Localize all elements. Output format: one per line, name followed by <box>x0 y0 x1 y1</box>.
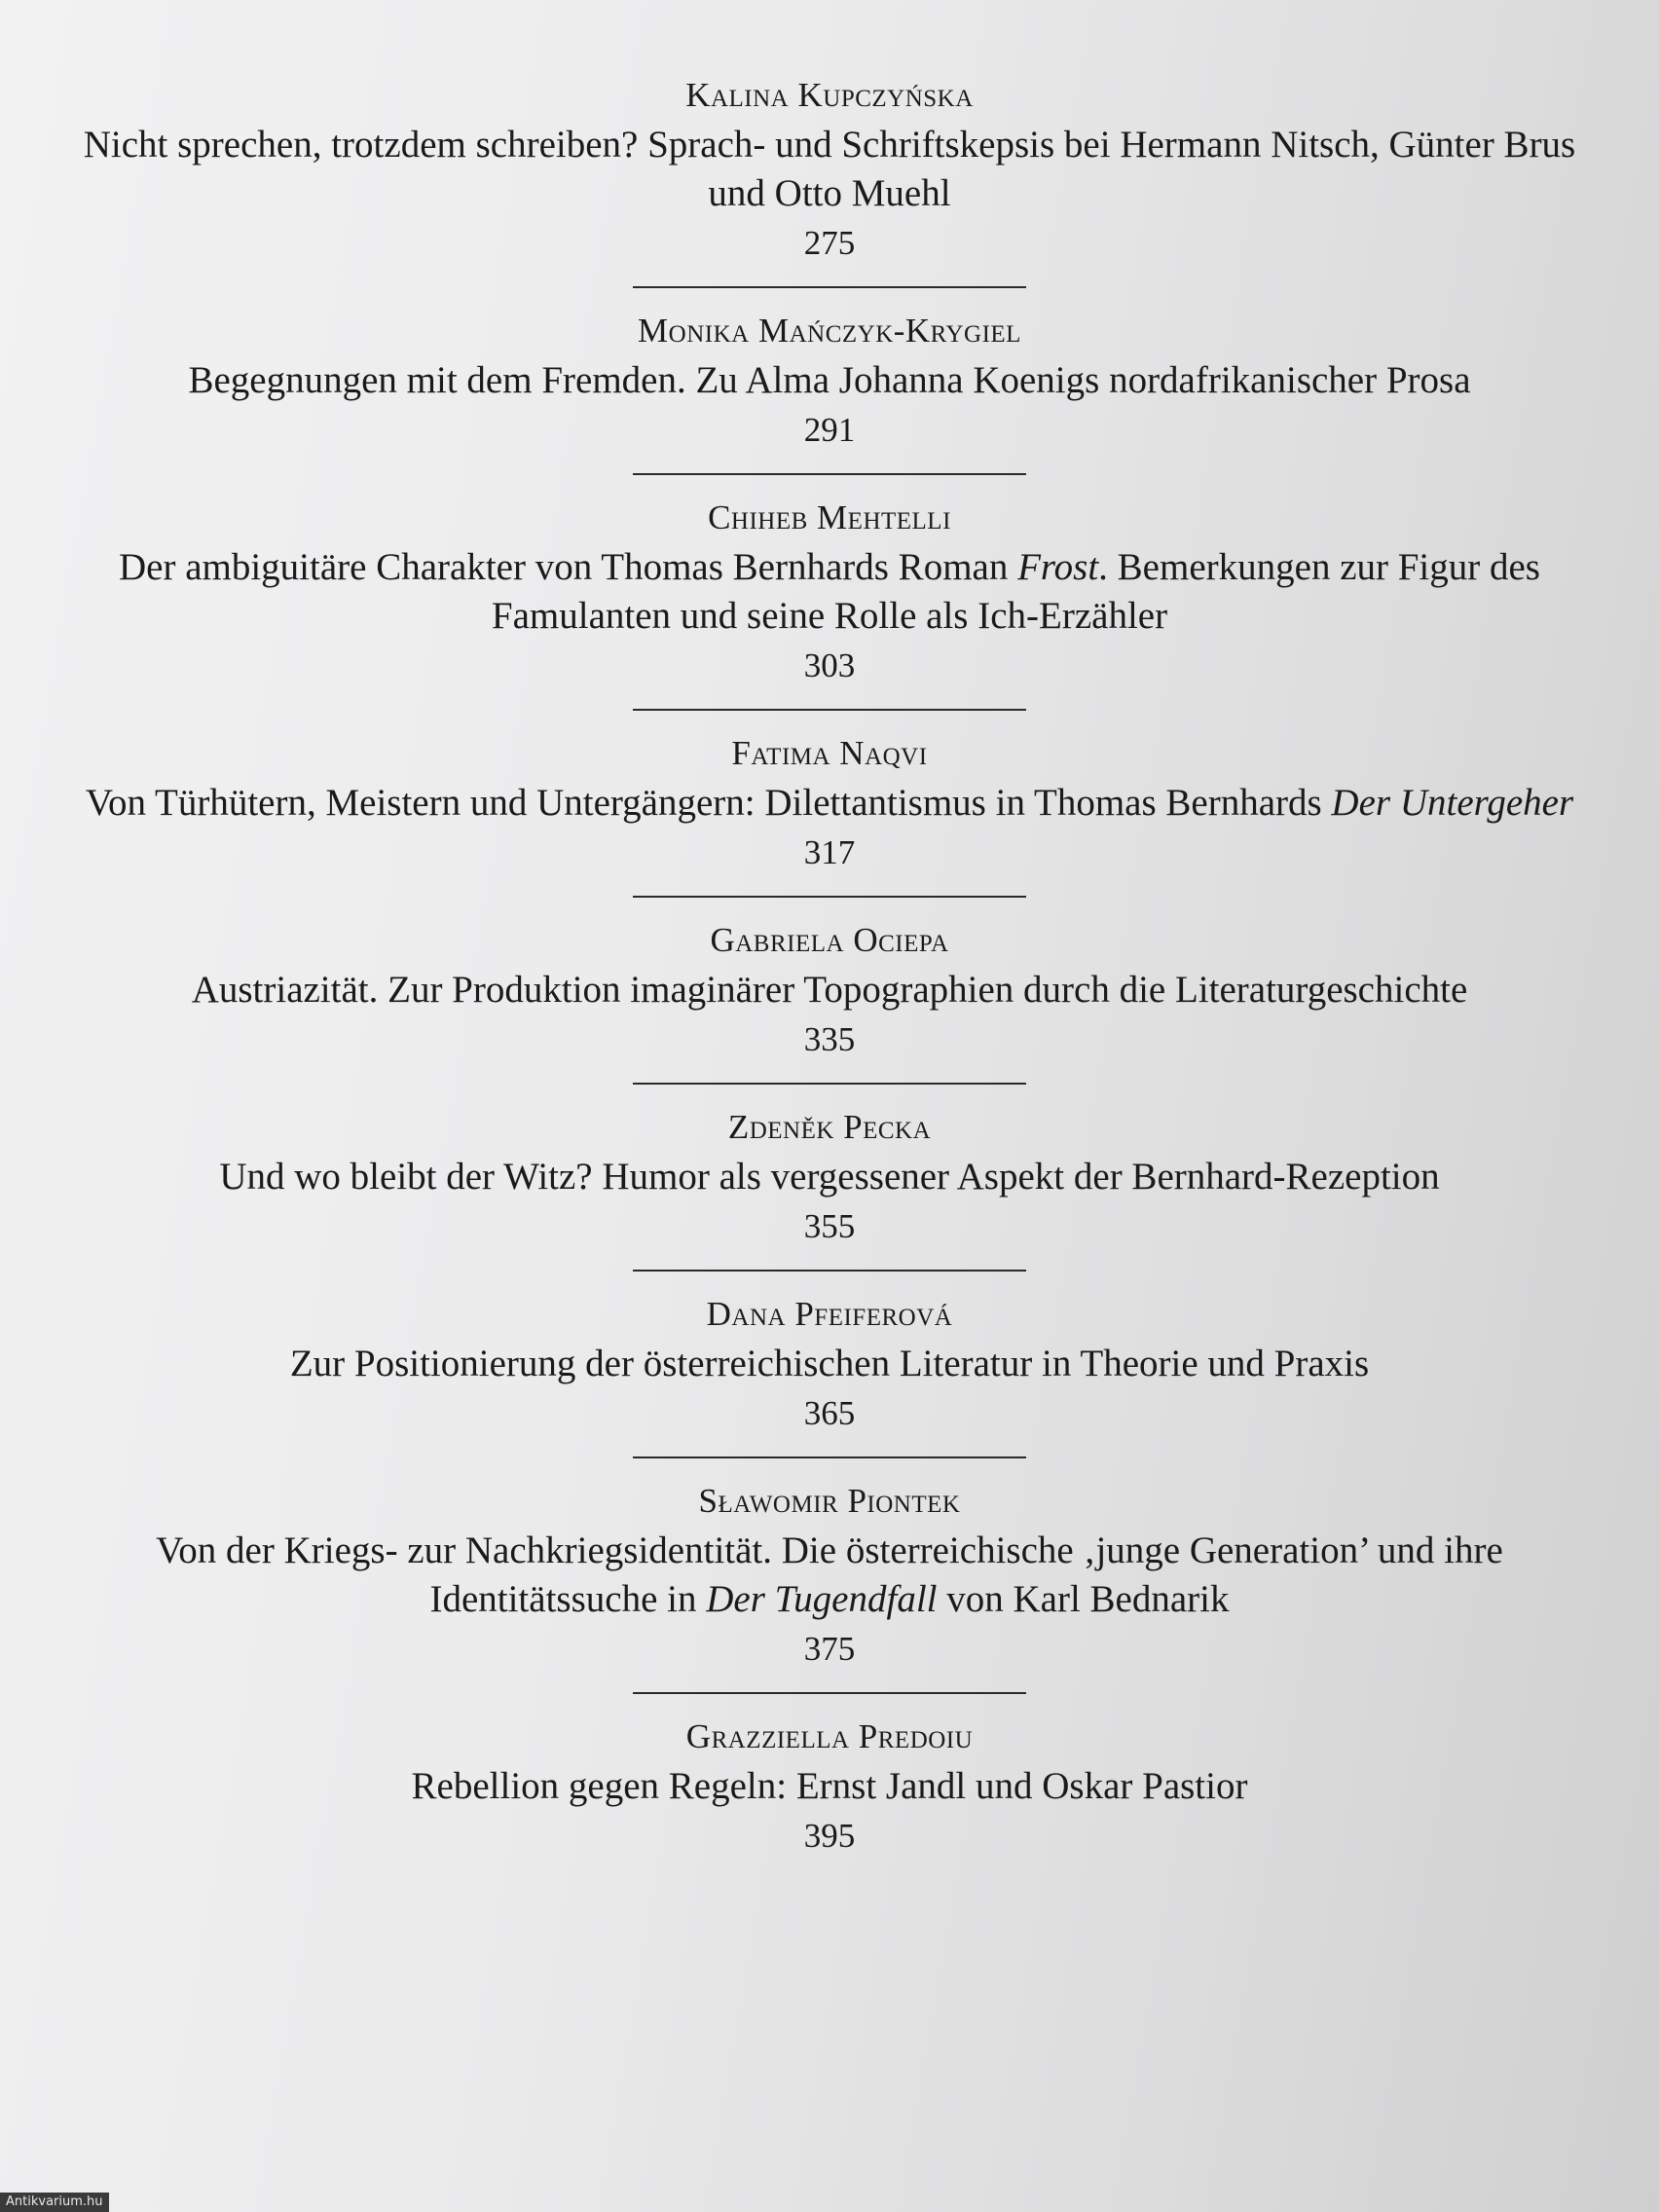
entry-title-segment: Der ambiguitäre Charakter von Thomas Bernhards Roman <box>118 546 1018 588</box>
toc-entry <box>70 1102 1589 1252</box>
entry-title-segment: Austriazität. Zur Produktion imaginärer Topographien durch die Literaturgeschichte <box>191 969 1468 1011</box>
entry-title-segment: Von der Kriegs- zur Nachkriegsidentität. Die österreichische ‚junge Generation’ und ihre Identitätssuche in <box>156 1530 1503 1620</box>
entry-title <box>70 779 1589 828</box>
separator-rule <box>633 1692 1026 1694</box>
entry-page-number: 365 <box>803 1394 856 1432</box>
entry-author: Grazziella Predoiu <box>685 1717 974 1755</box>
toc-entry <box>70 728 1589 878</box>
entry-title-segment: Zur Positionierung der österreichischen Literatur in Theorie und Praxis <box>289 1343 1370 1384</box>
entry-author: Fatima Naqvi <box>731 734 928 772</box>
entry-title <box>70 121 1589 218</box>
entry-title-italic-segment: Der Tugendfall <box>706 1578 938 1620</box>
entry-page-number: 335 <box>803 1020 856 1058</box>
toc-entry <box>70 915 1589 1065</box>
entry-author: Gabriela Ociepa <box>710 921 949 959</box>
entry-title-segment: . Bemerkungen zur Figur des Famulanten und seine Rolle als Ich-Erzähler <box>491 546 1540 637</box>
entry-author: Kalina Kupczyńska <box>685 76 974 114</box>
entry-title-segment: Rebellion gegen Regeln: Ernst Jandl und Oskar Pastior <box>411 1765 1248 1807</box>
entry-title <box>70 966 1589 1014</box>
toc-entry <box>70 493 1589 691</box>
entry-title-segment: Und wo bleibt der Witz? Humor als vergessener Aspekt der Bernhard-Rezeption <box>219 1156 1440 1198</box>
entry-page-number: 355 <box>803 1207 856 1245</box>
separator-rule <box>633 709 1026 711</box>
separator-rule <box>633 473 1026 475</box>
toc-entry <box>70 306 1589 456</box>
entry-title <box>70 1153 1589 1201</box>
entry-title-italic-segment: Frost <box>1017 546 1099 588</box>
entry-author: Zdeněk Pecka <box>727 1108 932 1146</box>
entry-page-number: 375 <box>803 1630 856 1668</box>
entry-title <box>70 356 1589 405</box>
separator-rule <box>633 896 1026 898</box>
table-of-contents <box>0 70 1659 1862</box>
toc-entry <box>70 1712 1589 1862</box>
entry-title <box>70 1527 1589 1624</box>
entry-author: Chiheb Mehtelli <box>708 498 951 536</box>
toc-entry <box>70 70 1589 269</box>
entry-title-italic-segment: Der Untergeher <box>1331 782 1574 824</box>
entry-author: Sławomir Piontek <box>698 1482 961 1520</box>
separator-rule <box>633 1456 1026 1458</box>
watermark: Antikvarium.hu <box>0 2193 109 2212</box>
entry-title <box>70 543 1589 641</box>
toc-entry <box>70 1289 1589 1439</box>
entry-page-number: 275 <box>803 224 856 262</box>
entry-author: Dana Pfeiferová <box>706 1295 953 1333</box>
entry-page-number: 291 <box>803 411 856 449</box>
separator-rule <box>633 1270 1026 1272</box>
entry-title <box>70 1762 1589 1811</box>
entry-title-segment: Nicht sprechen, trotzdem schreiben? Sprach- und Schriftskepsis bei Hermann Nitsch, Günter Brus und Otto Muehl <box>83 124 1576 214</box>
entry-title-segment: von Karl Bednarik <box>937 1578 1230 1620</box>
entry-page-number: 317 <box>803 833 856 871</box>
entry-page-number: 395 <box>803 1817 856 1855</box>
separator-rule <box>633 286 1026 288</box>
entry-author: Monika Mańczyk-Krygiel <box>638 312 1021 350</box>
entry-page-number: 303 <box>803 646 856 684</box>
entry-title-segment: Begegnungen mit dem Fremden. Zu Alma Johanna Koenigs nordafrikanischer Prosa <box>188 359 1471 401</box>
toc-entry <box>70 1476 1589 1675</box>
entry-title <box>70 1340 1589 1388</box>
entry-title-segment: Von Türhütern, Meistern und Untergängern: Dilettantismus in Thomas Bernhards <box>85 782 1332 824</box>
separator-rule <box>633 1083 1026 1085</box>
